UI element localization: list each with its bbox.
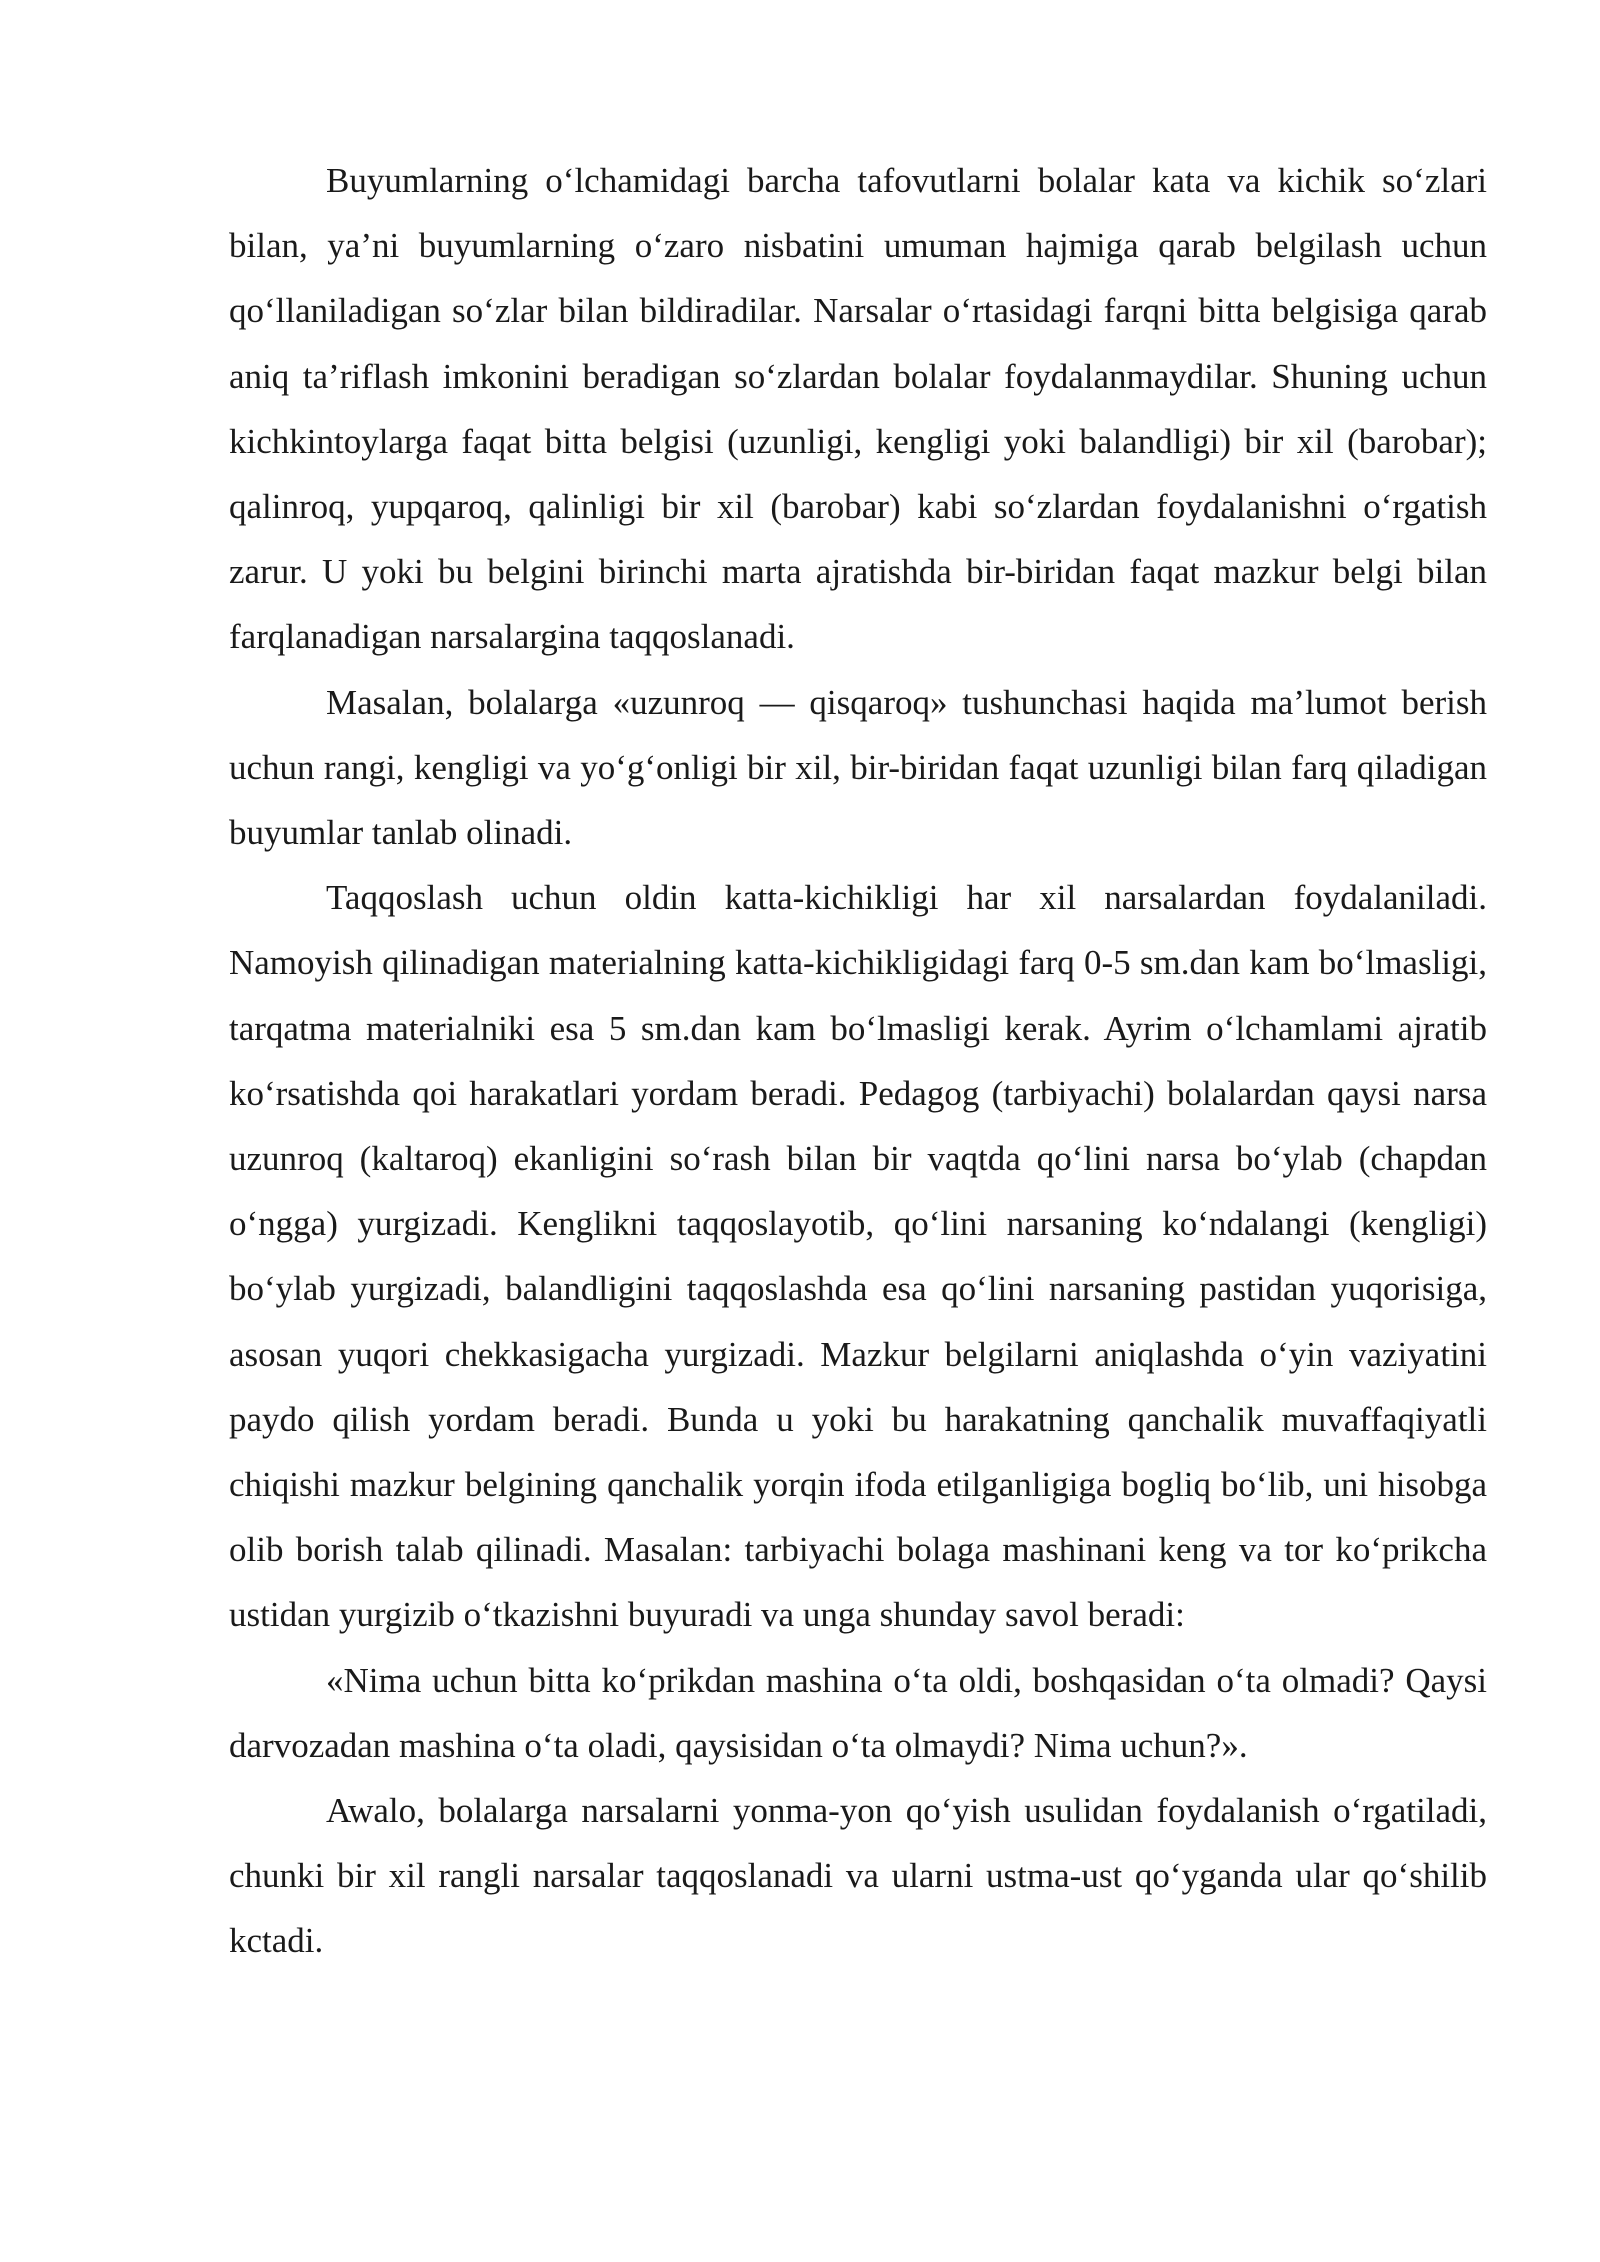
- document-body: [229, 148, 1487, 1974]
- paragraph: «Nima uchun bitta ko‘prikdan mashina o‘ta oldi, boshqasidan o‘ta olmadi? Qaysi darvozadan mashina o‘ta oladi, qaysisidan o‘ta olmaydi? Nima uchun?».: [229, 1660, 1487, 1765]
- paragraph: Taqqoslash uchun oldin katta-kichikligi har xil narsalardan foydalaniladi. Namoyish qilinadigan materialning katta-kichikligidagi farq 0-5 sm.dan kam bo‘lmasligi, tarqatma materialniki esa 5 sm.dan kam bo‘lmasligi kerak. Ayrim o‘lchamlami ajratib ko‘rsatishda qoi harakatlari yordam beradi. Pedagog (tarbiyachi) bolalardan qaysi narsa uzunroq (kaltaroq) ekanligini so‘rash bilan bir vaqtda qo‘lini narsa bo‘ylab (chapdan o‘ngga) yurgizadi. Kenglikni taqqoslayotib, qo‘lini narsaning ko‘ndalangi (kengligi) bo‘ylab yurgizadi, balandligini taqqoslashda esa qo‘lini narsaning pastidan yuqorisiga, asosan yuqori chekkasigacha yurgizadi. Mazkur belgilarni aniqlashda o‘yin vaziyatini paydo qilish yordam beradi. Bunda u yoki bu harakatning qanchalik muvaffaqiyatli chiqishi mazkur belgining qanchalik yorqin ifoda etilganligiga bogliq bo‘lib, uni hisobga olib borish talab qilinadi. Masalan: tarbiyachi bolaga mashinani keng va tor ko‘prikcha ustidan yurgizib o‘tkazishni buyuradi va unga shunday savol beradi:: [229, 878, 1487, 1635]
- paragraph: Masalan, bolalarga «uzunroq — qisqaroq» tushunchasi haqida ma’lumot berish uchun rangi, kengligi va yo‘g‘onligi bir xil, bir-biridan faqat uzunligi bilan farq qiladigan buyumlar tanlab olinadi.: [229, 682, 1487, 853]
- paragraph: Buyumlarning o‘lchamidagi barcha tafovutlarni bolalar kata va kichik so‘zlari bilan, ya’ni buyumlarning o‘zaro nisbatini umuman hajmiga qarab belgilash uchun qo‘llaniladigan so‘zlar bilan bildiradilar. Narsalar o‘rtasidagi farqni bitta belgisiga qarab aniq ta’riflash imkonini beradigan so‘zlardan bolalar foydalanmaydilar. Shuning uchun kichkintoylarga faqat bitta belgisi (uzunligi, kengligi yoki balandligi) bir xil (barobar); qalinroq, yupqaroq, qalinligi bir xil (barobar) kabi so‘zlardan foydalanishni o‘rgatish zarur. U yoki bu belgini birinchi marta ajratishda bir-biridan faqat mazkur belgi bilan farqlanadigan narsalargina taqqoslanadi.: [229, 161, 1487, 657]
- paragraph: Awalo, bolalarga narsalarni yonma-yon qo‘yish usulidan foydalanish o‘rgatiladi, chunki bir xil rangli narsalar taqqoslanadi va ularni ustma-ust qo‘yganda ular qo‘shilib kctadi.: [229, 1791, 1487, 1961]
